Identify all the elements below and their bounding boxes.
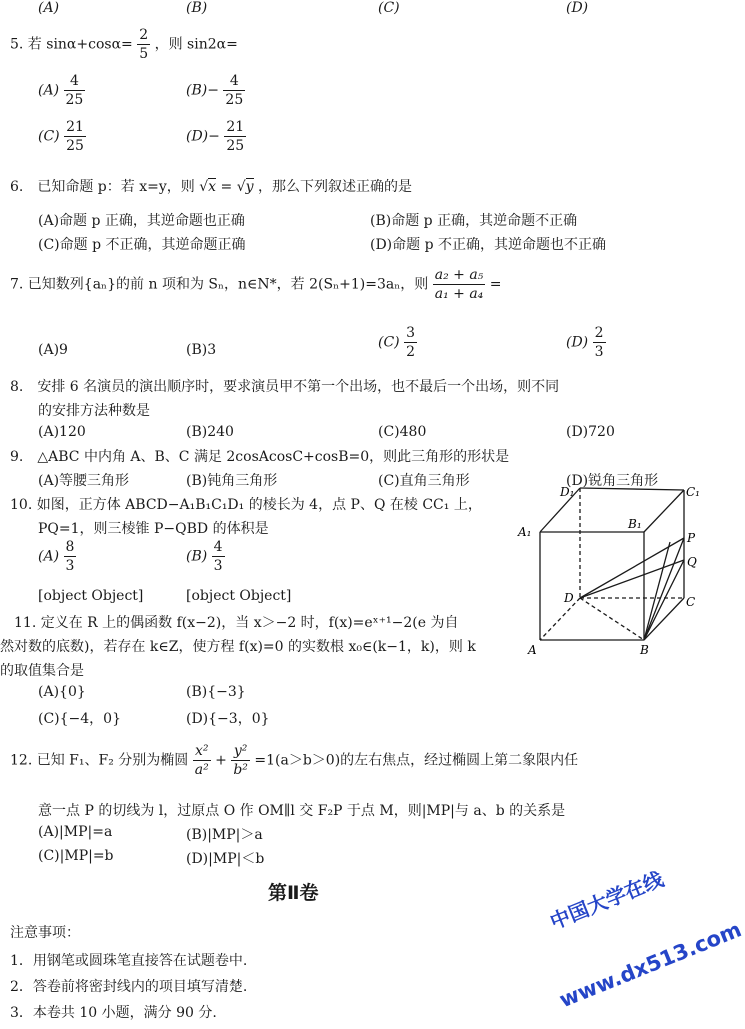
notes-item-2: 2．答卷前将密封线内的项目填写清楚. (10, 979, 248, 995)
question-11-option-d: (D){−3，0} (186, 711, 270, 727)
label-p: P (687, 531, 696, 545)
question-8-stem-line-1: 8. 安排 6 名演员的演出顺序时，要求演员甲不第一个出场，也不最后一个出场，则不同 (10, 379, 560, 395)
question-5-option-b: (B)− $\frac{4}{25}$ (186, 73, 244, 108)
prev-option-a: (A) (38, 0, 60, 16)
cube-figure (510, 482, 700, 662)
label-q: Q (687, 555, 697, 569)
question-9-stem: 9. △ABC 中内角 A、B、C 满足 2cosAcosC+cosB=0，则此三角形的形状是 (10, 449, 510, 465)
question-10-option-d: [object Object] (186, 588, 292, 604)
label-a1: A₁ (518, 525, 532, 539)
question-9-option-c: (C)直角三角形 (378, 473, 470, 489)
question-7-option-a: (A)9 (38, 342, 68, 358)
question-10-option-a: (A) $\frac{8}{3}$ (38, 539, 75, 574)
label-d: D (564, 591, 574, 605)
question-8-option-c: (C)480 (378, 424, 427, 440)
question-11-stem-line-3: 的取值集合是 (0, 663, 84, 679)
label-a: A (528, 643, 537, 657)
notes-heading: 注意事项： (10, 925, 80, 941)
question-5-stem: 5. 若 sinα+cosα= $\frac{2}{5}$ ，则 sin2α= (10, 27, 238, 62)
question-12-option-c: (C)|MP|=b (38, 848, 114, 864)
question-10-option-b: (B) $\frac{4}{3}$ (186, 539, 223, 574)
question-5-option-c: (C) $\frac{21}{25}$ (38, 119, 84, 154)
question-7-option-b: (B)3 (186, 342, 217, 358)
question-8-option-a: (A)120 (38, 424, 86, 440)
question-6-option-b: (B)命题 p 正确，其逆命题不正确 (370, 213, 578, 229)
label-b: B (640, 643, 649, 657)
section-title: 第Ⅱ卷 (268, 882, 319, 904)
question-7-option-c: (C) $\frac{3}{2}$ (378, 325, 416, 360)
question-11-option-b: (B){−3} (186, 684, 246, 700)
question-11-option-c: (C){−4，0} (38, 711, 121, 727)
watermark-url: www.dx513.com (556, 917, 745, 1013)
question-7-stem: 7. 已知数列{aₙ}的前 n 项和为 Sₙ，n∈N*，若 2(Sₙ+1)=3aₙ，则 $\frac{\text{a₂ + a₅}}{\text{a₁ + a₄}}$ = (10, 267, 502, 302)
question-5-option-d: (D)− $\frac{21}{25}$ (186, 119, 245, 154)
watermark-chinese: 中国大学在线 (546, 866, 667, 934)
prev-option-c: (C) (378, 0, 400, 16)
question-12-option-a: (A)|MP|=a (38, 824, 113, 840)
notes-item-3: 3．本卷共 10 小题，满分 90 分. (10, 1005, 217, 1021)
question-7-option-d: (D) $\frac{2}{3}$ (566, 325, 604, 360)
question-6-option-c: (C)命题 p 不正确，其逆命题正确 (38, 237, 246, 253)
label-b1: B₁ (628, 517, 642, 531)
question-12-option-d: (D)|MP|＜b (186, 851, 265, 867)
question-11-stem-line-2: 然对数的底数)，若存在 k∈Z，使方程 f(x)=0 的实数根 x₀∈(k−1，k)，则 k (0, 639, 476, 655)
prev-option-d: (D) (566, 0, 589, 16)
question-12-stem-line-1: 12. 已知 F₁、F₂ 分别为椭圆 $\frac{\text{x²}}{\text{a²}}$ + $\frac{\text{y²}}{\text{b²}}$ =1(a＞b＞0)的左右焦点，经过椭圆上第二象限内任 (10, 743, 579, 778)
question-5-option-a: (A) $\frac{4}{25}$ (38, 73, 84, 108)
label-c1: C₁ (686, 485, 700, 499)
label-d1: D₁ (560, 485, 575, 499)
question-10-stem-line-1: 10. 如图，正方体 ABCD−A₁B₁C₁D₁ 的棱长为 4，点 P、Q 在棱 CC₁ 上， (10, 497, 482, 513)
question-8-stem-line-2: 的安排方法种数是 (38, 403, 150, 419)
question-11-option-a: (A){0} (38, 684, 86, 700)
question-9-option-a: (A)等腰三角形 (38, 473, 130, 489)
question-8-option-d: (D)720 (566, 424, 615, 440)
question-11-stem-line-1: 11. 定义在 R 上的偶函数 f(x−2)，当 x＞−2 时，f(x)=eˣ⁺¹−2(e 为自 (14, 615, 459, 631)
question-10-stem-line-2: PQ=1，则三棱锥 P−QBD 的体积是 (38, 521, 269, 537)
question-10-option-c: [object Object] (38, 588, 144, 604)
label-c: C (686, 595, 696, 609)
question-6-option-a: (A)命题 p 正确，其逆命题也正确 (38, 213, 245, 229)
prev-option-b: (B) (186, 0, 208, 16)
question-6-option-d: (D)命题 p 不正确，其逆命题也不正确 (370, 237, 607, 253)
question-12-stem-line-2: 意一点 P 的切线为 l，过原点 O 作 OM∥l 交 F₂P 于点 M，则|MP|与 a、b 的关系是 (38, 803, 566, 819)
question-8-option-b: (B)240 (186, 424, 234, 440)
question-9-option-b: (B)钝角三角形 (186, 473, 278, 489)
question-6-stem: 6. 已知命题 p：若 x=y，则 √x = √y ，那么下列叙述正确的是 (10, 179, 412, 195)
question-12-option-b: (B)|MP|＞a (186, 827, 263, 843)
question-9-option-d: (D)锐角三角形 (566, 473, 659, 489)
notes-item-1: 1．用钢笔或圆珠笔直接答在试题卷中. (10, 953, 248, 969)
